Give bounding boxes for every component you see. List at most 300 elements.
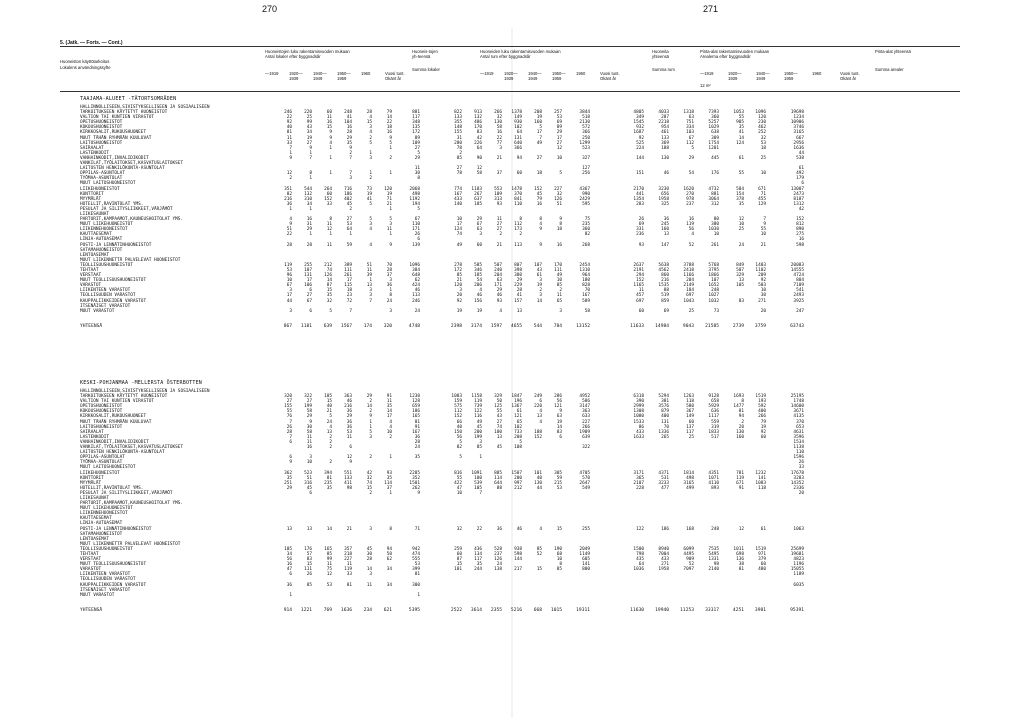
table-cell: 10	[286, 278, 292, 284]
table-cell: 1	[309, 176, 312, 182]
header-year-1-0: —1919	[480, 71, 494, 76]
table-cell: 81	[286, 130, 292, 136]
table-cell: 93	[386, 470, 392, 476]
table-cell: 4	[539, 419, 542, 425]
total-cell: 4748	[408, 324, 420, 330]
table-cell: 27	[286, 399, 292, 405]
table-cell: 2473	[793, 191, 804, 197]
table-cell: 172	[412, 130, 420, 136]
table-cell: 102	[514, 424, 522, 430]
table-cell: 11	[366, 582, 372, 588]
table-cell: 378	[736, 196, 744, 202]
table-cell: 165	[324, 546, 332, 552]
table-cell: 20	[738, 424, 744, 430]
table-cell: 25195	[790, 394, 804, 400]
table-cell: 14	[536, 298, 542, 304]
table-cell: 49	[456, 242, 462, 248]
row-label: SATAMAHUONEISTOT	[80, 247, 123, 253]
row-label: PARTURIT,KAMPAAMOT,KAUNEUSHOITOLAT YMS.	[80, 217, 184, 223]
table-cell: 3171	[633, 470, 644, 476]
table-cell: 65	[516, 419, 522, 425]
table-cell: 5	[691, 145, 694, 151]
table-cell: 5	[369, 217, 372, 223]
table-cell: 433	[636, 429, 644, 435]
table-cell: 4495	[683, 552, 694, 557]
table-cell: 1230	[409, 394, 420, 400]
table-cell: 1183	[471, 186, 482, 192]
table-cell: 286	[554, 394, 562, 400]
table-cell: 21	[386, 201, 392, 207]
header-year-1-2: 1940—1949	[528, 71, 542, 81]
table-cell: 586	[582, 399, 590, 405]
table-cell: 59	[346, 242, 352, 248]
table-cell: 149	[686, 414, 694, 420]
table-cell: 147	[661, 242, 669, 248]
table-cell: 1	[479, 455, 482, 461]
table-cell: 121	[514, 414, 522, 420]
table-cell: 49	[476, 419, 482, 425]
table-cell: 363	[344, 394, 352, 400]
table-cell: 1866	[708, 273, 719, 279]
table-cell: 54	[476, 278, 482, 284]
table-cell: 781	[736, 470, 744, 476]
table-cell: 10	[738, 222, 744, 228]
table-cell: 154	[736, 191, 744, 197]
table-cell: 67	[476, 222, 482, 228]
table-cell: 11	[386, 399, 392, 405]
table-cell: 126	[494, 557, 502, 563]
table-cell: 320	[284, 394, 292, 400]
table-cell: 110	[514, 201, 522, 207]
table-cell: 15	[326, 125, 332, 131]
table-cell: 7	[289, 434, 292, 440]
table-cell: 331	[636, 227, 644, 233]
table-cell: 4	[539, 526, 542, 532]
table-cell: 170	[554, 262, 562, 268]
table-cell: 63	[556, 414, 562, 420]
table-cell: 24	[496, 562, 502, 568]
table-cell: 105	[284, 546, 292, 552]
table-cell: 639	[582, 434, 590, 440]
table-cell: 98	[346, 485, 352, 491]
table-cell: 12	[326, 572, 332, 578]
table-cell: 63	[476, 227, 482, 233]
table-cell: 27	[496, 419, 502, 425]
table-cell: 52	[688, 562, 694, 568]
table-cell: 185	[474, 273, 482, 279]
table-cell: 954	[661, 125, 669, 131]
table-cell: 26	[798, 460, 804, 466]
total-cell: 3759	[754, 324, 766, 330]
table-cell: 9	[539, 242, 542, 248]
table-cell: 21	[496, 242, 502, 248]
table-cell: 71	[760, 191, 766, 197]
table-cell: 10	[456, 217, 462, 223]
table-cell: 881	[412, 110, 420, 116]
table-cell: 4	[369, 242, 372, 248]
table-cell: 117	[474, 557, 482, 563]
row-label: LIIKENNEHUONEISTOT	[80, 227, 128, 233]
table-cell: 144	[514, 557, 522, 563]
table-cell: 12	[286, 171, 292, 177]
table-cell: 2	[329, 439, 332, 445]
row-label: MUUT LAITOSHUONEISTOT	[80, 465, 136, 471]
row-label: KOKOUSHUONEISTOT	[80, 125, 123, 131]
table-cell: 28	[366, 110, 372, 116]
table-cell: 3	[479, 439, 482, 445]
header-year-0-3: 1950—1959	[337, 71, 351, 81]
table-cell: 34	[306, 201, 312, 207]
table-cell: 4562	[658, 268, 669, 273]
table-cell: 19	[760, 424, 766, 430]
table-cell: 5638	[658, 262, 669, 268]
total-cell: 234	[363, 608, 372, 614]
table-cell: 81	[326, 475, 332, 481]
table-cell: 42	[476, 135, 482, 141]
table-cell: 17	[306, 278, 312, 284]
table-cell: 160	[534, 120, 542, 126]
table-cell: 155	[284, 404, 292, 410]
table-cell: 53	[326, 582, 332, 588]
table-cell: 206	[474, 283, 482, 289]
table-cell: 125	[494, 404, 502, 410]
table-cell: 118	[758, 485, 766, 491]
table-cell: 1636	[793, 145, 804, 151]
table-cell: 4	[389, 424, 392, 430]
table-cell: 3788	[683, 262, 694, 268]
table-cell: 7	[369, 298, 372, 304]
table-cell: 53	[556, 485, 562, 491]
table-cell: 83	[738, 298, 744, 304]
table-cell: 4	[369, 115, 372, 121]
table-cell: 6	[289, 439, 292, 445]
table-cell: 698	[736, 552, 744, 557]
table-cell: 7109	[793, 283, 804, 289]
table-cell: 398	[514, 268, 522, 273]
table-cell: 9	[539, 227, 542, 233]
table-cell: 51	[556, 201, 562, 207]
table-cell: 133	[454, 115, 462, 121]
table-cell: 103	[686, 130, 694, 136]
table-cell: 35	[476, 562, 482, 568]
table-cell: 2	[369, 455, 372, 461]
table-cell: 16	[496, 130, 502, 136]
row-label: OPPILAS-ASUNTOLAT	[80, 171, 125, 177]
table-cell: 34	[306, 130, 312, 136]
table-cell: 461	[661, 130, 669, 136]
table-cell: 240	[494, 268, 502, 273]
table-cell: 92	[760, 278, 766, 284]
row-label: LIIKENTEEN VARASTOT	[80, 288, 131, 294]
table-cell: 21	[326, 409, 332, 415]
table-cell: 32	[366, 475, 372, 481]
table-cell: 246	[284, 110, 292, 116]
table-cell: 204	[686, 278, 694, 284]
table-cell: 4805	[633, 110, 644, 116]
table-cell: 9	[349, 145, 352, 151]
table-cell: 13	[738, 278, 744, 284]
table-cell: 167	[412, 429, 420, 435]
table-cell: 101	[534, 470, 542, 476]
table-cell: 156	[474, 298, 482, 304]
row-label: LINJA-AUTOASEMAT	[80, 237, 123, 243]
table-cell: 104	[344, 120, 352, 126]
table-cell: 21	[456, 278, 462, 284]
table-cell: 173	[514, 227, 522, 233]
table-cell: 74	[456, 232, 462, 238]
table-cell: 133	[344, 475, 352, 481]
table-cell: 1	[369, 150, 372, 156]
row-label: MUUT LIIKENNETTÄ PALVELEVAT HUONEISTOT	[80, 257, 181, 263]
table-cell: 5	[417, 206, 420, 212]
table-cell: 212	[324, 262, 332, 268]
table-cell: 13	[496, 434, 502, 440]
table-cell: 34	[386, 567, 392, 573]
table-cell: 246	[412, 298, 420, 304]
table-cell: 109	[412, 140, 420, 146]
section-rows	[80, 105, 970, 314]
table-cell: 40	[326, 404, 332, 410]
table-cell: 70	[584, 288, 590, 294]
table-cell: 152	[534, 434, 542, 440]
table-cell: 283	[636, 201, 644, 207]
table-cell: 25	[306, 115, 312, 121]
table-cell: 798	[636, 552, 644, 557]
table-cell: 1234	[793, 115, 804, 121]
table-cell: 150	[454, 429, 462, 435]
table-cell: 2	[389, 155, 392, 161]
table-cell: 3	[499, 145, 502, 151]
table-cell: 3	[369, 434, 372, 440]
row-label: VARASTOT	[80, 567, 102, 573]
table-cell: 93	[496, 201, 502, 207]
table-cell: 411	[344, 480, 352, 486]
table-cell: 640	[514, 140, 522, 146]
table-cell: 67	[306, 298, 312, 304]
table-cell: 126	[324, 273, 332, 279]
table-cell: 598	[514, 552, 522, 557]
total-cell: 1636	[340, 608, 352, 614]
table-cell: 1232	[755, 470, 766, 476]
table-cell: 1336	[658, 429, 669, 435]
table-cell: 129	[758, 201, 766, 207]
table-cell: 216	[284, 196, 292, 202]
table-cell: 322	[304, 394, 312, 400]
table-cell: 8	[389, 526, 392, 532]
table-cell: 50	[386, 552, 392, 557]
table-cell: 80	[713, 217, 719, 223]
table-cell: 135	[412, 125, 420, 131]
table-cell: 100	[474, 475, 482, 481]
table-cell: 1378	[511, 110, 522, 116]
table-cell: 22	[286, 232, 292, 238]
table-cell: 31	[306, 222, 312, 228]
table-cell: 27	[496, 227, 502, 233]
table-cell: 5	[329, 308, 332, 314]
table-cell: 278	[454, 262, 462, 268]
table-cell: 1519	[755, 546, 766, 552]
table-cell: 87	[456, 557, 462, 563]
table-cell: 322	[582, 445, 590, 451]
table-cell: 346	[474, 268, 482, 273]
table-cell: 549	[582, 485, 590, 491]
table-cell: 16	[306, 217, 312, 223]
table-cell: 13	[306, 526, 312, 532]
table-cell: 4135	[793, 414, 804, 420]
total-cell: 33317	[705, 608, 719, 614]
table-caption: 5. (Jatk. — Forts. — Cont.)	[60, 40, 123, 46]
table-cell: 113	[514, 242, 522, 248]
table-cell: 5495	[708, 552, 719, 557]
header-year-2-5: Vuosi tunt. Okänt år	[840, 71, 860, 81]
table-cell: 82	[584, 232, 590, 238]
table-cell: 91	[386, 394, 392, 400]
table-cell: 816	[454, 470, 462, 476]
table-cell: 3	[389, 222, 392, 228]
total-cell: 63743	[790, 324, 804, 330]
table-cell: 5	[417, 150, 420, 156]
table-cell: 61	[738, 155, 744, 161]
table-cell: 990	[582, 191, 590, 197]
table-cell: 1833	[708, 429, 719, 435]
table-cell: 1633	[633, 434, 644, 440]
table-cell: 16	[286, 562, 292, 568]
table-cell: 61	[516, 409, 522, 415]
table-cell: 3	[369, 572, 372, 578]
table-cell: 1189	[793, 572, 804, 578]
row-label: TARKOITUKSEEN KÄYTETYT HUONEISTOT	[80, 110, 168, 116]
table-cell: 1507	[511, 470, 522, 476]
table-cell: 1043	[683, 298, 694, 304]
table-cell: 15	[306, 562, 312, 568]
row-label: KAUPPALIIKKEIDEN VARASTOT	[80, 582, 147, 588]
table-cell: 2	[349, 150, 352, 156]
table-cell: 130	[661, 155, 669, 161]
table-cell: 27	[306, 140, 312, 146]
table-cell: 85	[456, 155, 462, 161]
table-cell: 23	[346, 293, 352, 299]
section-title: TAAJAMA-ALUEET -TÄTORTSOMRÅDEN	[80, 96, 177, 102]
table-cell: 5	[559, 171, 562, 177]
row-label: VANKILAT,TYÖLAITOKSET,KASVATUSLAITOKSET	[80, 161, 184, 167]
table-cell: 11	[556, 293, 562, 299]
table-cell: 116	[474, 414, 482, 420]
table-cell: 2	[369, 409, 372, 415]
table-cell: 1814	[683, 470, 694, 476]
table-cell: 266	[494, 110, 502, 116]
table-cell: 2	[539, 288, 542, 294]
table-cell: 5	[389, 217, 392, 223]
table-cell: 35	[346, 140, 352, 146]
table-cell: 1	[389, 490, 392, 496]
table-cell: 11	[306, 439, 312, 445]
header-count-fi: Huoneistojen luku rakentamisvuoden mukaan	[265, 49, 350, 54]
table-cell: 716	[344, 186, 352, 192]
table-cell: 266	[582, 424, 590, 430]
table-cell: 15055	[790, 567, 804, 573]
table-cell: 10	[556, 557, 562, 563]
table-cell: 139	[412, 242, 420, 248]
table-cell: 107	[304, 268, 312, 273]
table-cell: 96	[286, 273, 292, 279]
table-cell: 15	[536, 567, 542, 573]
table-cell: 3795	[708, 268, 719, 273]
table-cell: 13	[286, 526, 292, 532]
table-cell: 6	[289, 572, 292, 578]
table-cell: 13	[366, 283, 372, 289]
table-cell: 264	[324, 186, 332, 192]
table-cell: 94	[516, 155, 522, 161]
table-cell: 1165	[633, 283, 644, 289]
table-cell: 3925	[793, 298, 804, 304]
table-cell: 22	[386, 120, 392, 126]
table-cell: 44	[286, 298, 292, 304]
section-title: KESKI-POHJANMAA -MELLERSTA ÖSTERBOTTEN	[80, 380, 202, 386]
table-cell: 261	[344, 273, 352, 279]
table-cell: 7	[763, 217, 766, 223]
table-cell: 144	[636, 155, 644, 161]
row-label: LAITOSHUONEISTOT	[80, 424, 123, 430]
table-cell: 2	[329, 460, 332, 466]
table-cell: 2999	[633, 404, 644, 410]
table-cell: 105	[474, 485, 482, 491]
table-cell: 22	[496, 135, 502, 141]
row-label: KONTTORIT	[80, 475, 104, 481]
row-label: PARTURIT,KAMPAAMOT,KAUNEUSHOITOLAT YMS.	[80, 501, 184, 507]
table-cell: 384	[412, 268, 420, 273]
table-cell: 4	[691, 232, 694, 238]
table-cell: 40	[286, 125, 292, 131]
table-cell: 108	[514, 445, 522, 451]
row-label: LIIKEHUONEISTOT	[80, 186, 120, 192]
table-cell: 101	[454, 567, 462, 573]
table-cell: 362	[284, 470, 292, 476]
table-cell: 65	[556, 298, 562, 304]
table-cell: 380	[514, 273, 522, 279]
table-cell: 1367	[511, 404, 522, 410]
header-total-rooms: Huoneita yhteensä	[652, 49, 669, 59]
table-cell: 1312	[793, 201, 804, 207]
table-cell: 1263	[683, 394, 694, 400]
table-cell: 1620	[683, 186, 694, 192]
table-cell: 325	[661, 201, 669, 207]
table-cell: 804	[796, 278, 804, 284]
table-cell: 25699	[790, 546, 804, 552]
table-cell: 539	[474, 480, 482, 486]
table-cell: 255	[304, 262, 312, 268]
table-cell: 122	[636, 526, 644, 532]
table-cell: 132	[474, 115, 482, 121]
table-cell: 4	[389, 419, 392, 425]
table-cell: 75	[326, 567, 332, 573]
table-cell: 33	[326, 201, 332, 207]
table-cell: 216	[661, 278, 669, 284]
table-cell: 1535	[658, 283, 669, 289]
table-cell: 180	[582, 278, 590, 284]
table-cell: 32	[556, 191, 562, 197]
table-cell: 517	[711, 434, 719, 440]
header-year-2-1: 1920—1939	[728, 71, 742, 81]
table-cell: 60	[760, 562, 766, 568]
table-cell: 27	[556, 140, 562, 146]
table-cell: 1	[389, 288, 392, 294]
table-cell: 270	[686, 191, 694, 197]
table-cell: 18	[760, 145, 766, 151]
table-cell: 3671	[793, 409, 804, 415]
table-cell: 1071	[708, 475, 719, 481]
table-cell: 893	[711, 485, 719, 491]
table-cell: 11	[366, 268, 372, 273]
